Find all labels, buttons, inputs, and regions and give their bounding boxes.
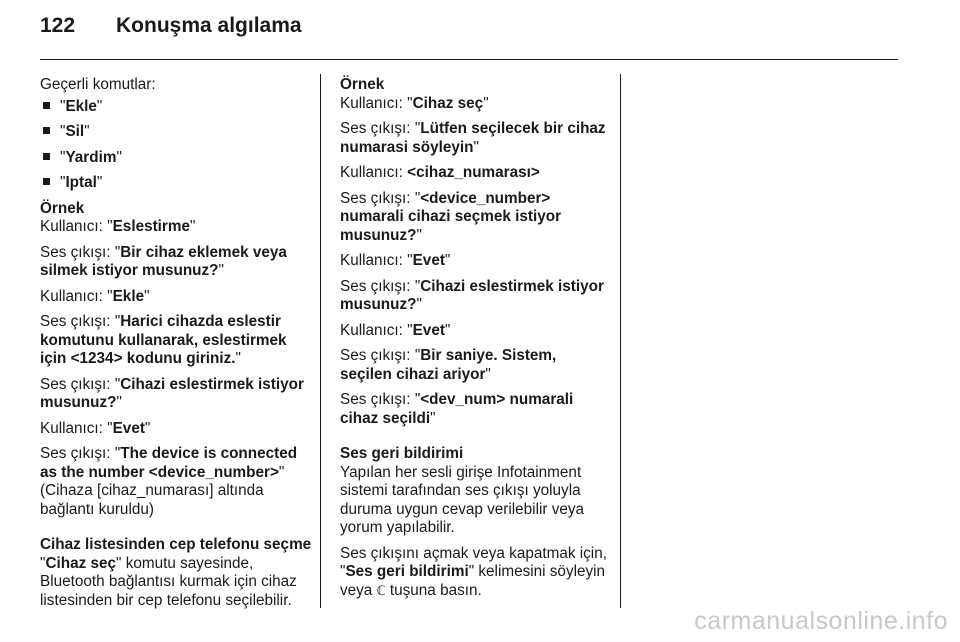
dialog-line: Kullanıcı: "Evet"	[340, 252, 451, 269]
section-heading: Cihaz listesinden cep telefonu seçme	[40, 536, 312, 553]
valid-commands-intro: Geçerli komutlar:	[40, 76, 156, 93]
dialog-note: (Cihaza [cihaz_numarası] altında bağlantı kuruldu)	[40, 482, 264, 518]
dialog-line: Ses çıkışı: "Harici cihazda eslestir komutunu kullanarak, eslestirmek için <1234> kodunu giriniz."	[40, 313, 287, 367]
list-item: "Ekle"	[40, 98, 312, 117]
section-paragraph: Yapılan her sesli girişe Infotainment sistemi tarafından ses çıkışı yoluyla duruma uygun cevap verilebilir veya yorum yapılabilir.	[340, 463, 585, 536]
section-paragraph: Ses çıkışını açmak veya kapatmak için, "Ses geri bildirimi" kelimesini söyleyin veya ℂ tuşuna basın.	[340, 544, 607, 599]
dialog-line: Ses çıkışı: "Cihazi eslestirmek istiyor musunuz?"	[340, 277, 604, 313]
header-rule	[40, 59, 898, 60]
dialog-line: Kullanıcı: "Evet"	[40, 419, 151, 437]
example-heading: Örnek	[40, 199, 85, 217]
dialog-line: Ses çıkışı: "<device_number> numarali cihazi seçmek istiyor musunuz?"	[340, 189, 562, 244]
column-middle	[340, 76, 612, 608]
watermark: carmanualsonline.info	[694, 607, 948, 635]
example-heading: Örnek	[340, 76, 385, 93]
dialog-line: Kullanıcı: "Cihaz seç"	[340, 94, 489, 112]
dialog-line: Kullanıcı: "Evet"	[340, 321, 451, 339]
dialog-line: Kullanıcı: "Eslestirme"	[40, 218, 196, 235]
command-list	[40, 98, 312, 193]
bullet-square-icon	[43, 153, 50, 160]
page-number: 122	[40, 14, 76, 37]
dialog-line: Ses çıkışı: "Bir cihaz eklemek veya silmek istiyor musunuz?"	[40, 243, 287, 279]
dialog-line: Ses çıkışı: "<dev_num> numarali cihaz seçildi"	[340, 391, 574, 427]
chapter-title: Konuşma algılama	[116, 14, 302, 37]
page-header	[40, 14, 302, 50]
list-item: "Iptal"	[40, 174, 312, 193]
dialog-line: Ses çıkışı: "Lütfen seçilecek bir cihaz numarasi söyleyin"	[340, 120, 606, 156]
list-item: "Yardim"	[40, 149, 312, 168]
column-left	[40, 76, 312, 617]
section-paragraph: "Cihaz seç" komutu sayesinde, Bluetooth bağlantısı kurmak için cihaz listesinden bir cep telefonu seçilebilir.	[40, 554, 297, 609]
list-item: "Sil"	[40, 123, 312, 142]
dialog-line: Ses çıkışı: "Bir saniye. Sistem, seçilen cihazi ariyor"	[340, 347, 557, 383]
column-divider-1	[320, 74, 321, 608]
dialog-line: Kullanıcı: "Ekle"	[40, 287, 150, 305]
voice-button-icon: ℂ	[376, 583, 386, 599]
bullet-square-icon	[43, 127, 50, 134]
dialog-line: Kullanıcı: <cihaz_numarası>	[340, 164, 540, 181]
column-divider-2	[620, 74, 621, 608]
bullet-square-icon	[43, 102, 50, 109]
dialog-line: Ses çıkışı: "The device is connected as the number <device_number>" (Cihaza [cihaz_numarası] altında bağlantı kuruldu)	[40, 445, 298, 518]
dialog-line: Ses çıkışı: "Cihazi eslestirmek istiyor musunuz?"	[40, 375, 304, 411]
bullet-square-icon	[43, 178, 50, 185]
section-heading: Ses geri bildirimi	[340, 445, 464, 462]
